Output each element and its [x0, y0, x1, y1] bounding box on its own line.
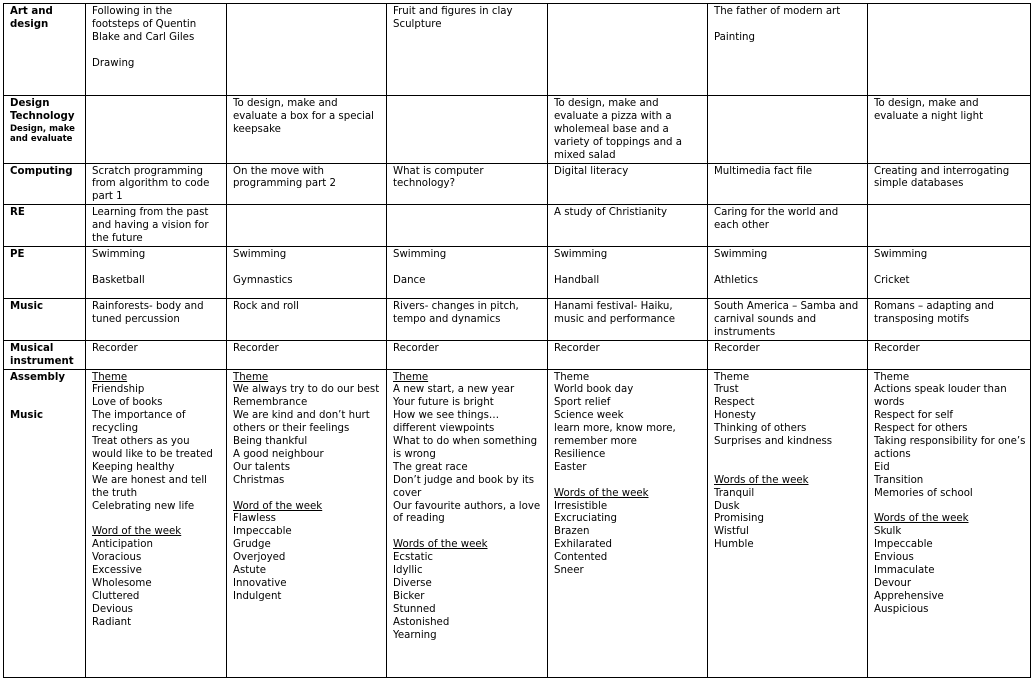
cell — [708, 246, 868, 298]
word-item: Excruciating — [554, 513, 617, 525]
word-item: Anticipation — [92, 539, 153, 551]
word-item: Grudge — [233, 539, 271, 551]
word-item: Overjoyed — [233, 552, 286, 564]
assembly-cell — [387, 369, 548, 677]
cell — [548, 4, 708, 96]
cell: A study of Christianity — [548, 205, 708, 247]
cell-text: Swimming — [393, 248, 447, 260]
row-design-technology — [4, 96, 1031, 164]
theme-item: Love of books — [92, 397, 163, 409]
theme-item: World book day — [554, 384, 634, 396]
word-item: Tranquil — [714, 487, 755, 499]
curriculum-table — [3, 3, 1031, 678]
word-item: Yearning — [393, 629, 437, 641]
word-item: Skulk — [874, 526, 902, 538]
theme-item: Celebrating new life — [92, 500, 195, 512]
word-item: Immaculate — [874, 565, 935, 577]
word-item: Impeccable — [874, 539, 933, 551]
word-item: Astonished — [393, 616, 450, 628]
word-item: Wholesome — [92, 577, 152, 589]
word-item: Cluttered — [92, 590, 140, 602]
theme-item: A good neighbour — [233, 448, 324, 460]
theme-item: Easter — [554, 461, 587, 473]
theme-item: Keeping healthy — [92, 461, 175, 473]
row-musical-instrument — [4, 340, 1031, 369]
word-item: Innovative — [233, 577, 287, 589]
cell — [708, 96, 868, 164]
words-heading: Words of the week — [393, 539, 488, 551]
cell: Creating and interrogating simple databases — [868, 163, 1031, 205]
theme-item: Taking responsibility for one’s actions — [874, 436, 1026, 460]
words-heading: Word of the week — [233, 500, 323, 512]
cell — [86, 246, 227, 298]
theme-item: Resilience — [554, 448, 606, 460]
theme-item: Respect for self — [874, 410, 954, 422]
cell: Recorder — [387, 340, 548, 369]
cell-text: Following in the footsteps of Quentin Blake and Carl Giles — [92, 6, 197, 43]
cell-text: Fruit and figures in clay — [393, 6, 513, 17]
theme-item: Respect — [714, 397, 755, 409]
cell: On the move with programming part 2 — [227, 163, 387, 205]
theme-item: Thinking of others — [714, 423, 807, 435]
cell: Rivers- changes in pitch, tempo and dynamics — [387, 298, 548, 340]
word-item: Wistful — [714, 526, 749, 538]
subject-title: Assembly — [10, 371, 65, 383]
theme-item: Friendship — [92, 384, 145, 396]
word-item: Radiant — [92, 616, 132, 628]
word-item: Irresistible — [554, 500, 608, 512]
cell: Recorder — [868, 340, 1031, 369]
cell: Multimedia fact file — [708, 163, 868, 205]
word-item: Excessive — [92, 565, 142, 577]
cell — [548, 246, 708, 298]
cell-text: Dance — [393, 274, 426, 286]
cell-text: Swimming — [554, 248, 608, 260]
row-computing — [4, 163, 1031, 205]
cell: Scratch programming from algorithm to code part 1 — [86, 163, 227, 205]
cell: Recorder — [86, 340, 227, 369]
words-heading: Words of the week — [554, 487, 649, 499]
theme-item: How we see things… different viewpoints — [393, 410, 500, 435]
cell: Caring for the world and each other — [708, 205, 868, 247]
cell — [227, 246, 387, 298]
theme-item: Honesty — [714, 410, 756, 422]
word-item: Flawless — [233, 513, 276, 525]
cell: Rock and roll — [227, 298, 387, 340]
word-item: Humble — [714, 539, 754, 551]
cell: Rainforests- body and tuned percussion — [86, 298, 227, 340]
cell — [86, 96, 227, 164]
cell — [86, 4, 227, 96]
cell: Hanami festival- Haiku, music and performance — [548, 298, 708, 340]
cell — [868, 246, 1031, 298]
theme-item: Our talents — [233, 461, 290, 473]
word-item: Auspicious — [874, 603, 929, 615]
cell-text: Drawing — [92, 57, 135, 69]
theme-item: Science week — [554, 410, 624, 422]
word-item: Indulgent — [233, 590, 282, 602]
theme-heading: Theme — [92, 371, 128, 383]
word-item: Bicker — [393, 590, 425, 602]
words-heading: Words of the week — [714, 474, 809, 486]
subject-subtitle: Design, make and evaluate — [10, 123, 75, 144]
cell — [227, 205, 387, 247]
word-item: Envious — [874, 552, 914, 564]
theme-item: We are honest and tell the truth — [92, 474, 207, 499]
assembly-cell — [86, 369, 227, 677]
cell-text: Gymnastics — [233, 274, 293, 286]
cell: Learning from the past and having a vision for the future — [86, 205, 227, 247]
theme-item: The great race — [393, 461, 468, 473]
theme-item: The importance of recycling — [92, 410, 186, 435]
theme-item: What to do when something is wrong — [393, 436, 538, 460]
cell-text: Swimming — [874, 248, 928, 260]
subject-label — [4, 96, 86, 164]
cell-text: Basketball — [92, 274, 145, 286]
theme-item: Memories of school — [874, 487, 973, 499]
subject-label — [4, 369, 86, 677]
cell — [708, 4, 868, 96]
word-item: Contented — [554, 552, 608, 564]
cell — [868, 205, 1031, 247]
cell: South America – Samba and carnival sounds and instruments — [708, 298, 868, 340]
subject-label: Art and design — [4, 4, 86, 96]
subject-label: RE — [4, 205, 86, 247]
cell-text: The father of modern art — [714, 6, 841, 17]
word-item: Ecstatic — [393, 552, 434, 564]
cell — [387, 96, 548, 164]
cell: Recorder — [227, 340, 387, 369]
subject-label: Computing — [4, 163, 86, 205]
theme-item: Actions speak louder than words — [874, 384, 1007, 409]
word-item: Dusk — [714, 500, 740, 512]
word-item: Impeccable — [233, 526, 292, 538]
theme-heading: Theme — [874, 371, 910, 383]
cell-text: Sculpture — [393, 18, 442, 30]
row-art-and-design — [4, 4, 1031, 96]
theme-item: learn more, know more, remember more — [554, 423, 676, 448]
cell — [227, 4, 387, 96]
theme-item: We always try to do our best — [233, 384, 380, 396]
cell — [868, 4, 1031, 96]
cell: Romans – adapting and transposing motifs — [868, 298, 1031, 340]
assembly-cell — [708, 369, 868, 677]
cell-text: Swimming — [92, 248, 146, 260]
theme-item: Surprises and kindness — [714, 436, 833, 448]
theme-item: Christmas — [233, 474, 285, 486]
words-heading: Words of the week — [874, 513, 969, 525]
cell-text: Swimming — [714, 248, 768, 260]
row-pe — [4, 246, 1031, 298]
theme-item: Our favourite authors, a love of reading — [393, 500, 541, 525]
subject-title: Design Technology — [10, 98, 75, 122]
subject-label: Musical instrument — [4, 340, 86, 369]
theme-item: Your future is bright — [393, 397, 494, 409]
cell: To design, make and evaluate a pizza with a wholemeal base and a variety of toppings and a mixed salad — [548, 96, 708, 164]
cell: Digital literacy — [548, 163, 708, 205]
cell-text: Athletics — [714, 274, 759, 286]
cell: To design, make and evaluate a night light — [868, 96, 1031, 164]
cell: Recorder — [708, 340, 868, 369]
cell — [387, 4, 548, 96]
row-assembly — [4, 369, 1031, 677]
word-item: Diverse — [393, 577, 432, 589]
word-item: Stunned — [393, 603, 436, 615]
cell — [387, 205, 548, 247]
row-re — [4, 205, 1031, 247]
theme-heading: Theme — [233, 371, 269, 383]
words-heading: Word of the week — [92, 526, 182, 538]
word-item: Exhilarated — [554, 539, 612, 551]
cell: What is computer technology? — [387, 163, 548, 205]
row-music — [4, 298, 1031, 340]
theme-item: Don’t judge and book by its cover — [393, 474, 535, 499]
word-item: Brazen — [554, 526, 590, 538]
theme-heading: Theme — [714, 371, 750, 383]
assembly-cell — [868, 369, 1031, 677]
theme-item: We are kind and don’t hurt others or their feelings — [233, 410, 370, 435]
cell-text: Handball — [554, 274, 600, 286]
theme-item: Remembrance — [233, 397, 308, 409]
cell: Recorder — [548, 340, 708, 369]
cell-text: Cricket — [874, 274, 910, 286]
subject-title-2: Music — [10, 410, 43, 422]
theme-item: Treat others as you would like to be treated — [92, 436, 213, 460]
word-item: Apprehensive — [874, 590, 944, 602]
theme-item: Transition — [874, 474, 924, 486]
word-item: Sneer — [554, 565, 584, 577]
subject-label: PE — [4, 246, 86, 298]
theme-item: Respect for others — [874, 423, 968, 435]
assembly-cell — [227, 369, 387, 677]
theme-heading: Theme — [393, 371, 429, 383]
cell — [387, 246, 548, 298]
cell-text: Painting — [714, 31, 755, 43]
theme-item: A new start, a new year — [393, 384, 515, 396]
cell-text: Swimming — [233, 248, 287, 260]
word-item: Promising — [714, 513, 764, 525]
theme-item: Eid — [874, 461, 890, 473]
word-item: Voracious — [92, 552, 142, 564]
theme-item: Sport relief — [554, 397, 611, 409]
theme-item: Trust — [714, 384, 739, 396]
word-item: Devour — [874, 577, 912, 589]
theme-heading: Theme — [554, 371, 590, 383]
word-item: Devious — [92, 603, 133, 615]
subject-label: Music — [4, 298, 86, 340]
theme-item: Being thankful — [233, 436, 308, 448]
word-item: Idyllic — [393, 565, 423, 577]
cell: To design, make and evaluate a box for a special keepsake — [227, 96, 387, 164]
word-item: Astute — [233, 565, 266, 577]
assembly-cell — [548, 369, 708, 677]
